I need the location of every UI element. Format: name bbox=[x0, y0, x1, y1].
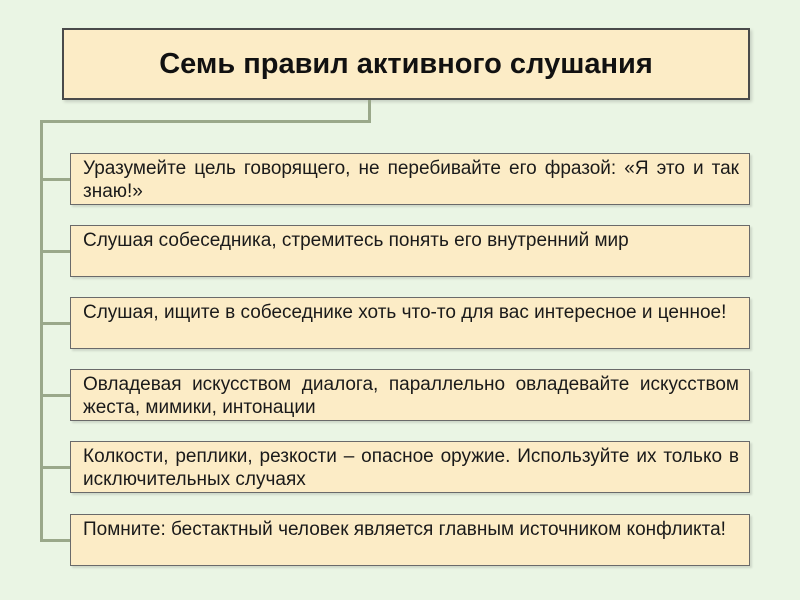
connector-branch-5 bbox=[40, 466, 70, 469]
rule-box-1 bbox=[70, 153, 750, 205]
rule-text-3: Слушая, ищите в собеседнике хоть что-то для вас интересное и ценное! bbox=[83, 302, 727, 323]
connector-branch-1 bbox=[40, 178, 70, 181]
diagram-title: Семь правил активного слушания bbox=[159, 47, 653, 80]
connector-top-bar bbox=[40, 120, 371, 123]
rule-text-5: Колкости, реплики, резкости – опасное оружие. Используйте их только в исключительных случаях bbox=[83, 446, 739, 490]
connector-branch-3 bbox=[40, 322, 70, 325]
rule-box-6 bbox=[70, 514, 750, 566]
connector-branch-2 bbox=[40, 250, 70, 253]
rule-text-6: Помните: бестактный человек является главным источником конфликта! bbox=[83, 519, 726, 540]
rule-text-2: Слушая собеседника, стремитесь понять его внутренний мир bbox=[83, 230, 629, 251]
rule-box-3 bbox=[70, 297, 750, 349]
rule-box-5 bbox=[70, 441, 750, 493]
connector-branch-6 bbox=[40, 539, 70, 542]
rule-text-1: Уразумейте цель говорящего, не перебивайте его фразой: «Я это и так знаю!» bbox=[83, 158, 739, 202]
connector-spine bbox=[40, 120, 43, 542]
rule-box-2 bbox=[70, 225, 750, 277]
connector-stem bbox=[368, 100, 371, 122]
rule-text-4: Овладевая искусством диалога, параллельно овладевайте искусством жеста, мимики, интонации bbox=[83, 374, 739, 418]
connector-branch-4 bbox=[40, 394, 70, 397]
rule-box-4 bbox=[70, 369, 750, 421]
title-box bbox=[62, 28, 750, 100]
